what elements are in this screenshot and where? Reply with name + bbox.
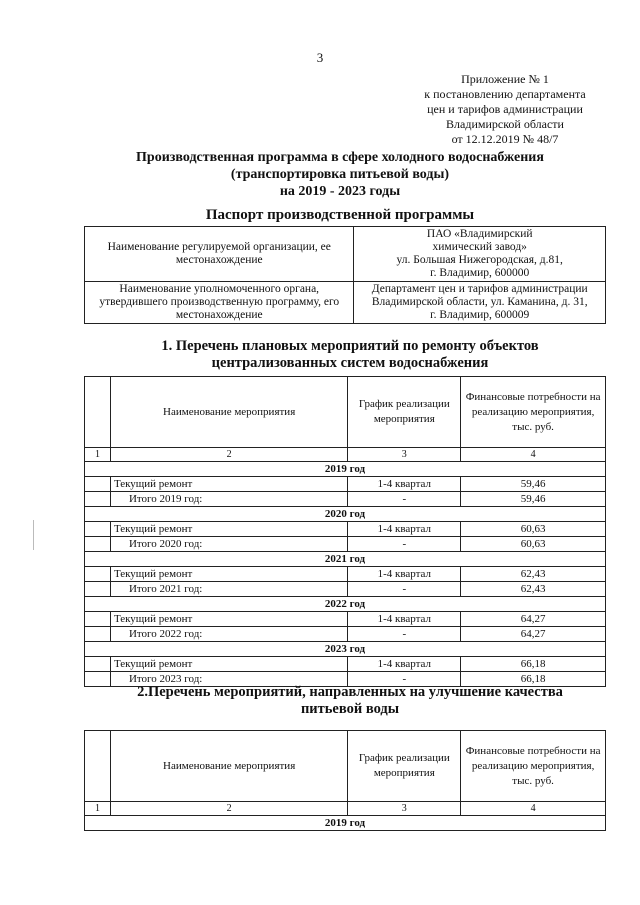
title-line: Производственная программа в сфере холодного водоснабжения xyxy=(136,150,544,165)
column-number-row xyxy=(85,448,606,462)
total-period: - xyxy=(348,672,461,687)
total-row xyxy=(85,492,606,507)
column-number: 3 xyxy=(348,802,461,816)
passport-value xyxy=(354,227,606,282)
header-cell-name: Наименование мероприятия xyxy=(110,731,347,802)
section-title-line: централизованных систем водоснабжения xyxy=(211,355,489,371)
header-cell-index xyxy=(85,731,111,802)
year-row xyxy=(85,462,606,477)
index-cell xyxy=(85,492,111,507)
section-title-line: 1. Перечень плановых мероприятий по ремонту объектов xyxy=(161,338,539,354)
item-period: 1-4 квартал xyxy=(348,477,461,492)
section-title-line: 2.Перечень мероприятий, направленных на улучшение качества xyxy=(137,684,563,700)
repair-measures-table xyxy=(84,376,606,687)
appendix-line: к постановлению департамента xyxy=(424,87,586,101)
passport-row-organization xyxy=(85,227,606,282)
total-value: 59,46 xyxy=(461,492,606,507)
appendix-line: Приложение № 1 xyxy=(461,72,549,86)
column-number: 4 xyxy=(461,802,606,816)
item-name: Текущий ремонт xyxy=(110,567,347,582)
total-label: Итого 2019 год: xyxy=(110,492,347,507)
appendix-line: от 12.12.2019 № 48/7 xyxy=(451,132,559,146)
passport-heading: Паспорт производственной программы xyxy=(205,207,475,223)
total-label: Итого 2021 год: xyxy=(110,582,347,597)
total-label: Итого 2023 год: xyxy=(110,672,347,687)
item-value: 64,27 xyxy=(461,612,606,627)
index-cell xyxy=(85,627,111,642)
total-row xyxy=(85,537,606,552)
year-row xyxy=(85,597,606,612)
year-row xyxy=(85,642,606,657)
index-cell xyxy=(85,567,111,582)
year-row xyxy=(85,552,606,567)
appendix-block xyxy=(400,72,610,147)
total-value: 64,27 xyxy=(461,627,606,642)
value-line: Владимирской области, ул. Каманина, д. 31, xyxy=(371,296,588,308)
total-value: 62,43 xyxy=(461,582,606,597)
section1-title xyxy=(60,338,640,372)
item-name: Текущий ремонт xyxy=(110,657,347,672)
table-row xyxy=(85,477,606,492)
year-label: 2019 год xyxy=(85,462,606,477)
item-value: 66,18 xyxy=(461,657,606,672)
total-period: - xyxy=(348,582,461,597)
table-row xyxy=(85,657,606,672)
column-number: 1 xyxy=(85,448,111,462)
value-line: ПАО «Владимирский xyxy=(426,228,533,240)
index-cell xyxy=(85,657,111,672)
value-line: химический завод» xyxy=(432,241,527,253)
header-cell-finance: Финансовые потребности на реализацию мероприятия, тыс. руб. xyxy=(461,377,606,448)
item-name: Текущий ремонт xyxy=(110,477,347,492)
item-period: 1-4 квартал xyxy=(348,522,461,537)
index-cell xyxy=(85,522,111,537)
year-label: 2019 год xyxy=(85,816,606,831)
item-period: 1-4 квартал xyxy=(348,612,461,627)
item-value: 62,43 xyxy=(461,567,606,582)
title-line: на 2019 - 2023 годы xyxy=(279,184,401,199)
table-row xyxy=(85,522,606,537)
total-label: Итого 2022 год: xyxy=(110,627,347,642)
year-row xyxy=(85,816,606,831)
total-label: Итого 2020 год: xyxy=(110,537,347,552)
index-cell xyxy=(85,612,111,627)
section-title-line: питьевой воды xyxy=(300,701,400,717)
total-period: - xyxy=(348,537,461,552)
document-title xyxy=(60,149,620,200)
total-value: 66,18 xyxy=(461,672,606,687)
table-header-row xyxy=(85,731,606,802)
value-line: г. Владимир, 600000 xyxy=(430,267,530,279)
value-line: ул. Большая Нижегородская, д.81, xyxy=(396,254,563,266)
column-number: 4 xyxy=(461,448,606,462)
item-name: Текущий ремонт xyxy=(110,612,347,627)
passport-label: Наименование регулируемой организации, ее местонахождение xyxy=(85,227,354,282)
index-cell xyxy=(85,477,111,492)
total-value: 60,63 xyxy=(461,537,606,552)
item-name: Текущий ремонт xyxy=(110,522,347,537)
column-number-row xyxy=(85,802,606,816)
year-label: 2023 год xyxy=(85,642,606,657)
header-cell-schedule: График реализации мероприятия xyxy=(348,731,461,802)
item-value: 60,63 xyxy=(461,522,606,537)
year-row xyxy=(85,507,606,522)
title-line: (транспортировка питьевой воды) xyxy=(230,167,450,182)
scan-artifact xyxy=(33,520,34,550)
index-cell xyxy=(85,582,111,597)
column-number: 2 xyxy=(110,448,347,462)
item-value: 59,46 xyxy=(461,477,606,492)
total-period: - xyxy=(348,492,461,507)
year-label: 2021 год xyxy=(85,552,606,567)
year-label: 2022 год xyxy=(85,597,606,612)
item-period: 1-4 квартал xyxy=(348,567,461,582)
appendix-line: цен и тарифов администрации xyxy=(427,102,583,116)
index-cell xyxy=(85,537,111,552)
passport-label: Наименование уполномоченного органа, утвердившего производственную программу, его местонахождение xyxy=(85,282,354,324)
total-period: - xyxy=(348,627,461,642)
total-row xyxy=(85,582,606,597)
total-row xyxy=(85,627,606,642)
section2-title xyxy=(60,684,640,718)
item-period: 1-4 квартал xyxy=(348,657,461,672)
header-cell-index xyxy=(85,377,111,448)
value-line: Департамент цен и тарифов администрации xyxy=(371,283,588,295)
header-cell-schedule: График реализации мероприятия xyxy=(348,377,461,448)
appendix-line: Владимирской области xyxy=(446,117,564,131)
header-cell-finance: Финансовые потребности на реализацию мероприятия, тыс. руб. xyxy=(461,731,606,802)
passport-value xyxy=(354,282,606,324)
table-row xyxy=(85,612,606,627)
header-cell-name: Наименование мероприятия xyxy=(110,377,347,448)
passport-table xyxy=(84,226,606,324)
year-label: 2020 год xyxy=(85,507,606,522)
column-number: 3 xyxy=(348,448,461,462)
quality-measures-table xyxy=(84,730,606,831)
column-number: 1 xyxy=(85,802,111,816)
table-row xyxy=(85,567,606,582)
page-number: 3 xyxy=(316,50,324,65)
value-line: г. Владимир, 600009 xyxy=(430,309,530,321)
column-number: 2 xyxy=(110,802,347,816)
table-header-row xyxy=(85,377,606,448)
passport-row-authority xyxy=(85,282,606,324)
